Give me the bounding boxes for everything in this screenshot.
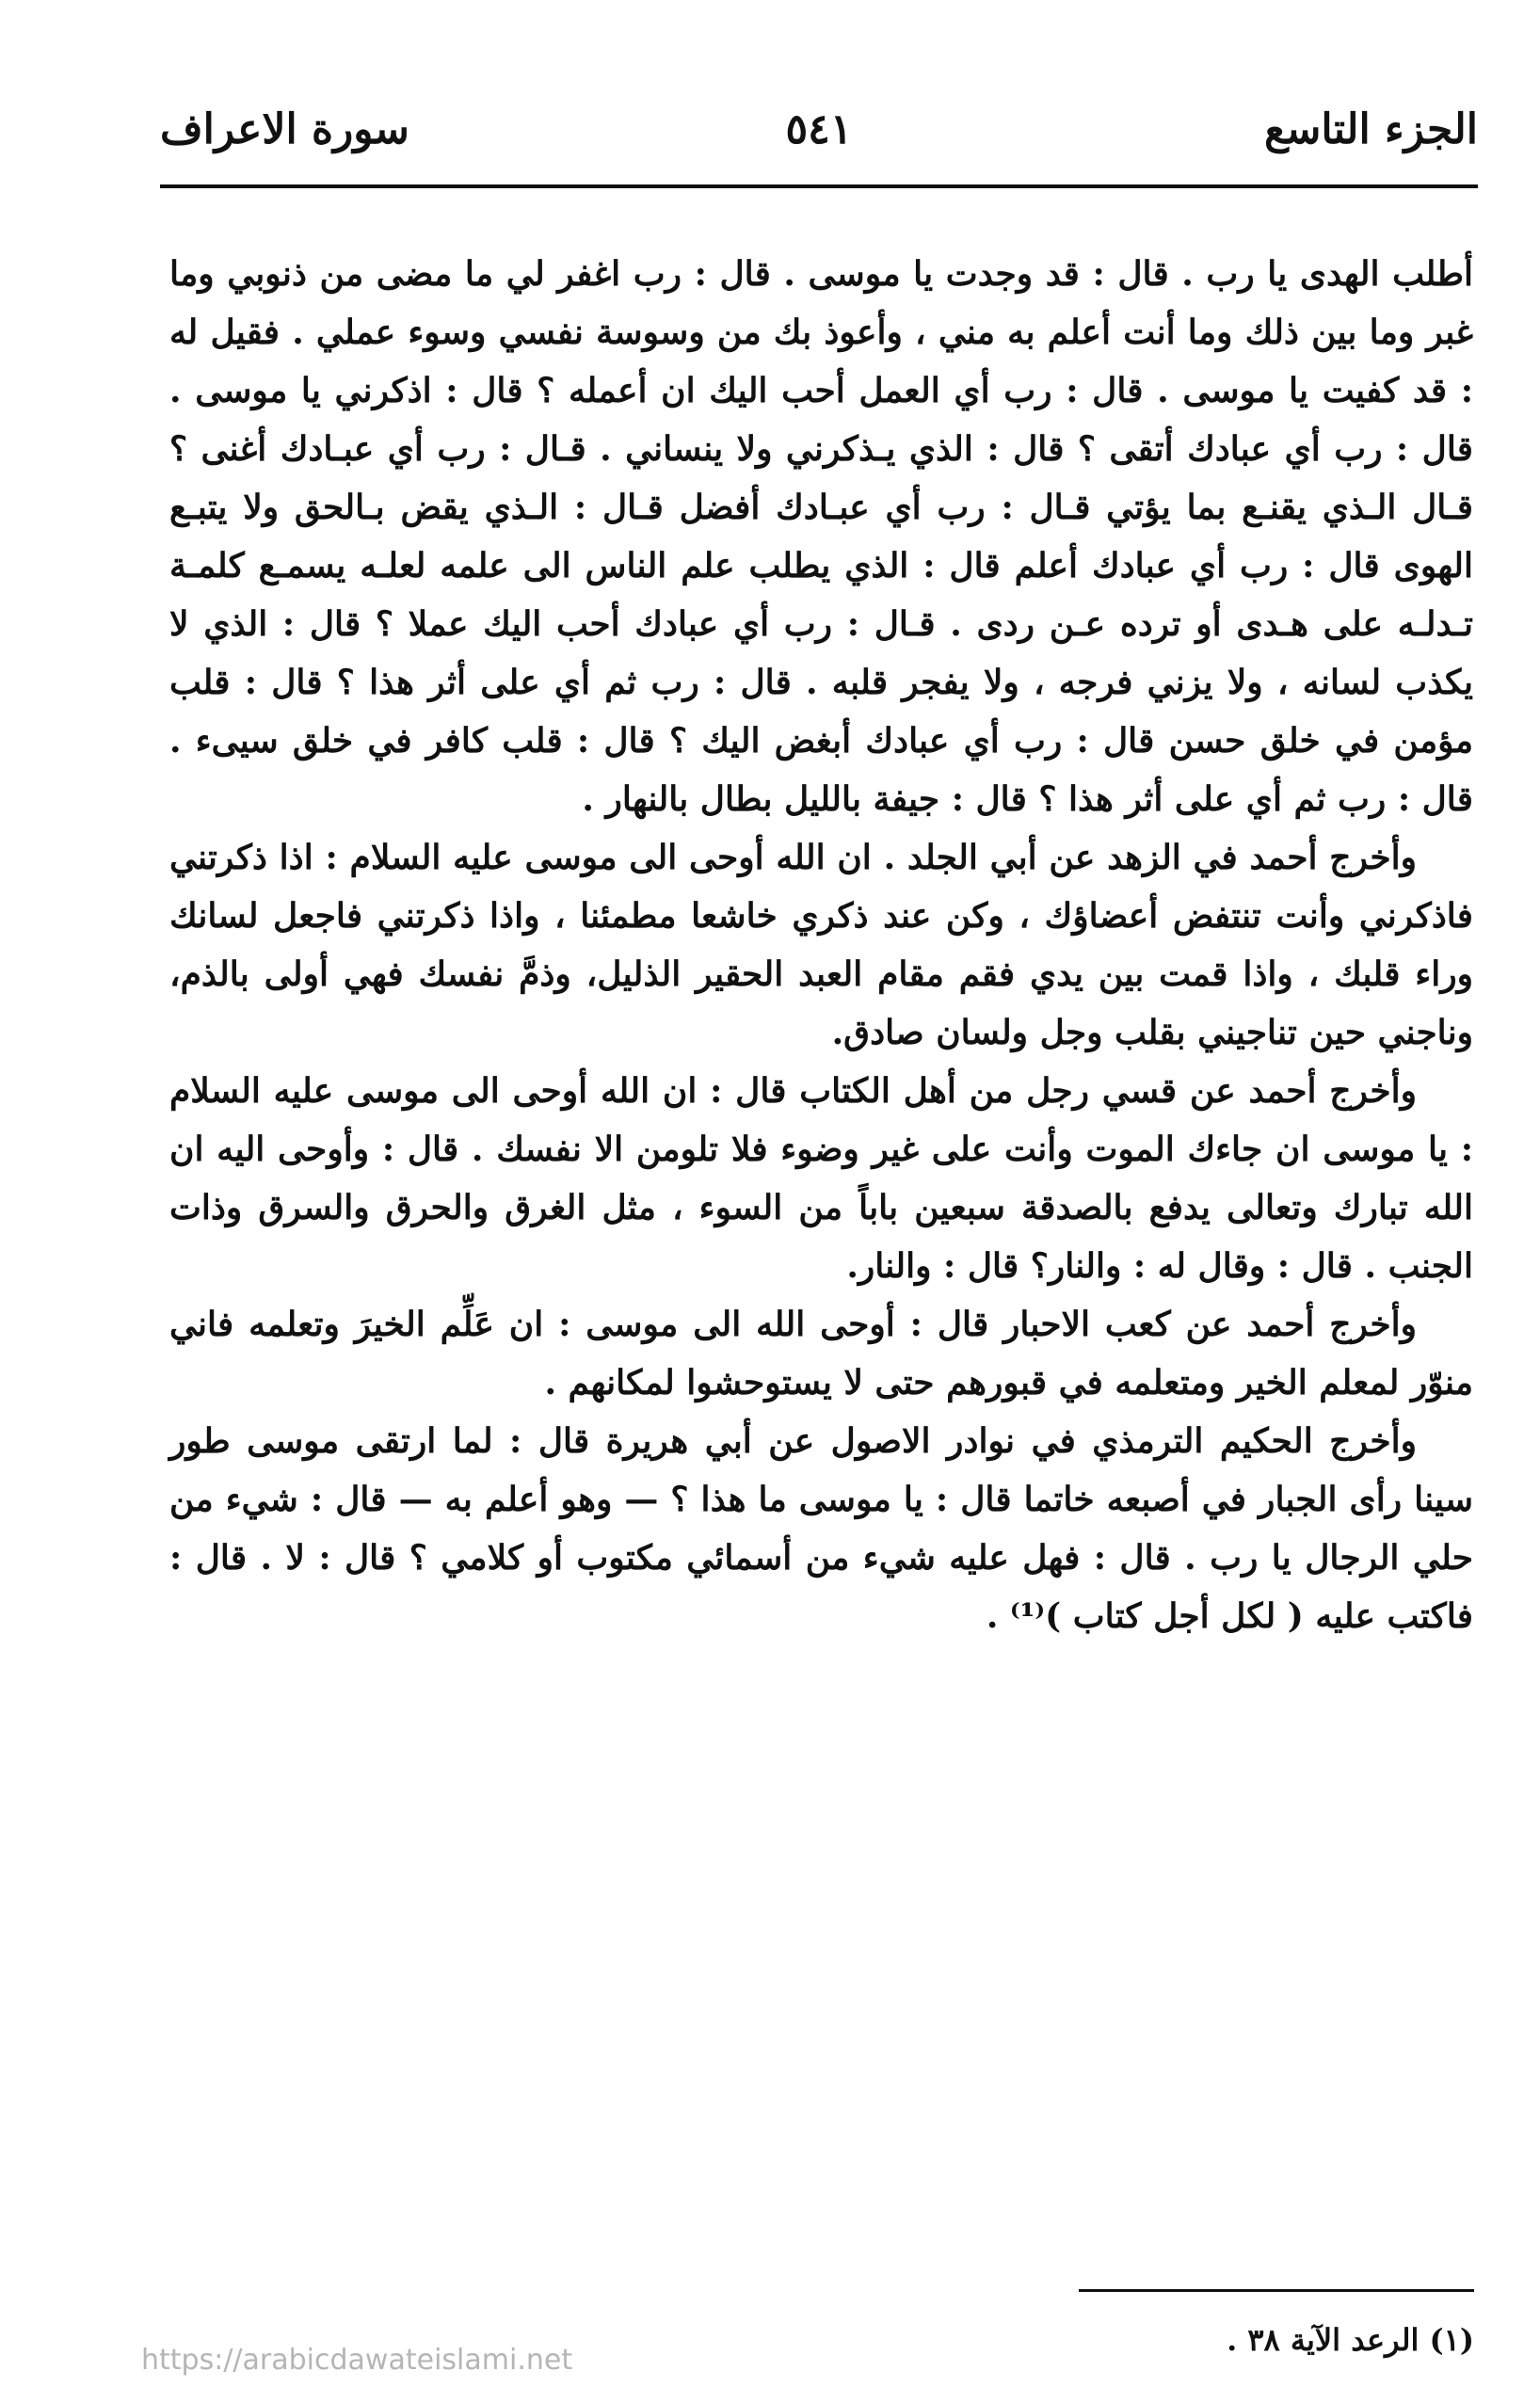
running-head-surah: سورة الاعراف [160, 105, 409, 153]
paragraph-1: أطلب الهدى يا رب . قال : قد وجدت يا موسى . قال : رب اغفر لي ما مضى من ذنوبي وما غبر وما بين ذلك وما أنت أعلم به مني ، وأعوذ بك من وسوسة نفسي وسوء عملي . فقيل له : قد كفيت يا موسى . قال : رب أي العمل أحب اليك ان أعمله ؟ قال : اذكرني يا موسى . قال : رب أي عبادك أتقى ؟ قال : الذي يـذكرني ولا ينساني . قـال : رب أي عبـادك أغنى ؟ قـال الـذي يقنـع بما يؤتي قـال : رب أي عبـادك أفضل قـال : الـذي يقض بـالحق ولا يتبـع الهوى قال : رب أي عبادك أعلم قال : الذي يطلب علم الناس الى علمه لعلـه يسمـع كلمـة تـدلـه على هـدى أو ترده عـن ردى . قـال : رب أي عبادك أحب اليك عملا ؟ قال : الذي لا يكذب لسانه ، ولا يزني فرجه ، ولا يفجر قلبه . قال : رب ثم أي على أثر هذا ؟ قال : قلب مؤمن في خلق حسن قال : رب أي عبادك أبغض اليك ؟ قال : قلب كافر في خلق سيىء . قال : رب ثم أي على أثر هذا ؟ قال : جيفة بالليل بطال بالنهار . [169, 254, 1473, 819]
header-rule [160, 184, 1478, 188]
page-number: ٥٤١ [785, 105, 853, 153]
paragraph-3: وأخرج أحمد عن قسي رجل من أهل الكتاب قال : ان الله أوحى الى موسى عليه السلام : يا موسى ان جاءك الموت وأنت على غير وضوء فلا تلومن الا نفسك . قال : وأوحى اليه ان الله تبارك وتعالى يدفع بالصدقة سبعين باباً من السوء ، مثل الغرق والحرق والسرق وذات الجنب . قال : وقال له : والنار؟ قال : والنار. [169, 1071, 1473, 1286]
footnote-rule [1079, 2289, 1474, 2292]
main-text [169, 245, 1473, 1645]
paragraph-4: وأخرج أحمد عن كعب الاحبار قال : أوحى الله الى موسى : ان عَلِّم الخيرَ وتعلمه فاني منوّر لمعلم الخير ومتعلمه في قبورهم حتى لا يستوحشوا لمكانهم . [169, 1305, 1473, 1402]
running-head-juz: الجزء التاسع [1264, 105, 1478, 153]
paragraph-2: وأخرج أحمد في الزهد عن أبي الجلد . ان الله أوحى الى موسى عليه السلام : اذا ذكرتني فاذكرني وأنت تنتفض أعضاؤك ، وكن عند ذكري خاشعا مطمئنا ، واذا ذكرتني فاجعل لسانك وراء قلبك ، واذا قمت بين يدي فقم مقام العبد الحقير الذليل، وذمَّ نفسك فهي أولى بالذم، وناجني حين تناجيني بقلب وجل ولسان صادق. [169, 838, 1473, 1052]
watermark-url: https://arabicdawateislami.net [141, 2344, 573, 2377]
footnote: (١) الرعد الآية ٣٨ . [1227, 2322, 1474, 2358]
paragraph-5: وأخرج الحكيم الترمذي في نوادر الاصول عن أبي هريرة قال : لما ارتقى موسى طور سينا رأى الجبار في أصبعه خاتما قال : يا موسى ما هذا ؟ — وهو أعلم به — قال : شيء من حلي الرجال يا رب . قال : فهل عليه شيء من أسمائي مكتوب أو كلامي ؟ قال : لا . قال : فاكتب عليه ( لكل أجل كتاب )⁽¹⁾ . [169, 1421, 1473, 1636]
page-header [160, 102, 1478, 158]
